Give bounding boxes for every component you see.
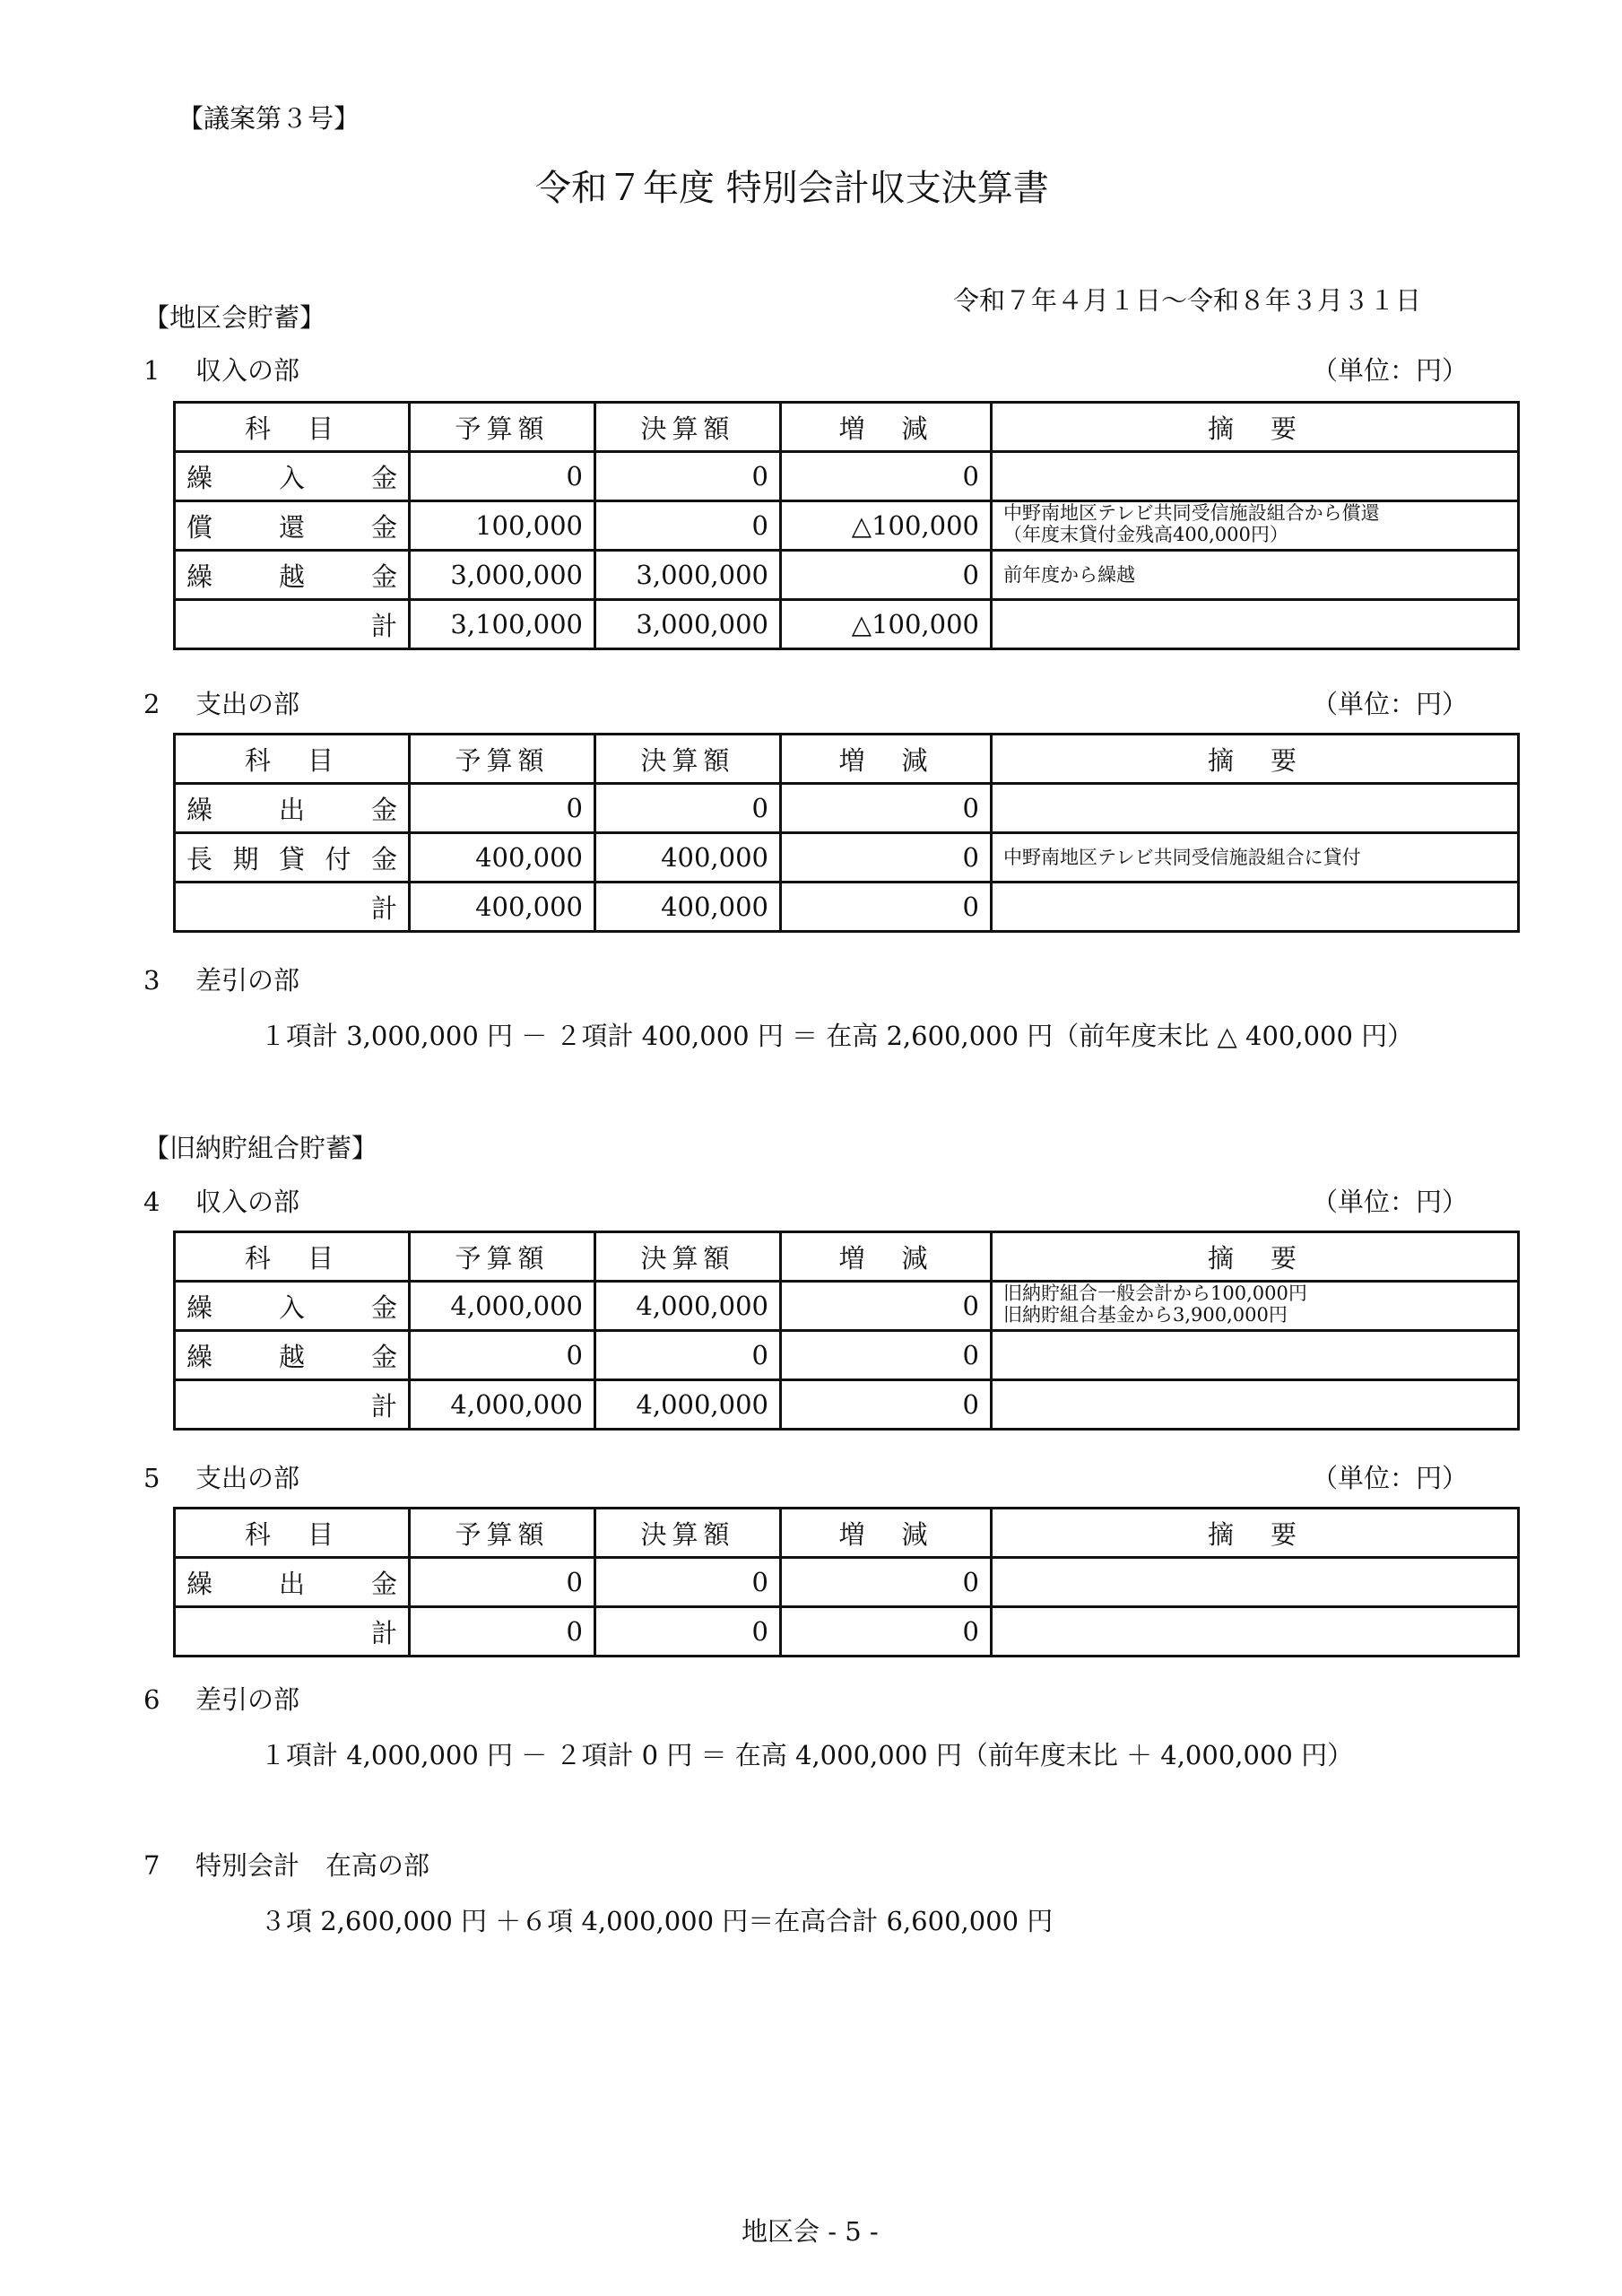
cell-note: [992, 784, 1519, 833]
section-heading-expense-5: [143, 1462, 299, 1494]
section-heading-balance-6: [143, 1683, 299, 1716]
section-number: 6: [143, 1684, 160, 1715]
cell-subject: 計: [175, 1380, 410, 1430]
group-heading: 【地区会貯蓄】: [143, 302, 326, 333]
cell-diff: 0: [781, 1558, 992, 1607]
cell-diff: 0: [781, 551, 992, 600]
cell-budget: 0: [410, 1331, 595, 1380]
cell-subject: 計: [175, 883, 410, 932]
cell-subject: 繰入金: [175, 1282, 410, 1331]
header-diff: 増 減: [781, 403, 992, 452]
cell-actual: 4,000,000: [595, 1282, 781, 1331]
fiscal-period: 令和７年４月１日～令和８年３月３１日: [953, 285, 1422, 316]
header-budget: 予算額: [410, 403, 595, 452]
table-total-row: [175, 600, 1519, 649]
cell-note: [992, 1558, 1519, 1607]
cell-diff: △100,000: [781, 600, 992, 649]
section-heading-income-4: [143, 1186, 299, 1218]
cell-subject: 繰越金: [175, 1331, 410, 1380]
cell-budget: 0: [410, 452, 595, 501]
table-row: [175, 1331, 1519, 1380]
table-total-row: [175, 883, 1519, 932]
cell-actual: 0: [595, 1558, 781, 1607]
section-heading-expense-2: [143, 688, 299, 720]
table-header-row: [175, 1509, 1519, 1558]
table-header-row: [175, 403, 1519, 452]
income-table-4: [173, 1231, 1520, 1431]
cell-note: 中野南地区テレビ共同受信施設組合から償還 （年度末貸付金残高400,000円）: [992, 501, 1519, 551]
cell-budget: 3,100,000: [410, 600, 595, 649]
section-label: 収入の部: [195, 355, 300, 386]
cell-actual: 0: [595, 1331, 781, 1380]
header-note: 摘 要: [992, 1232, 1519, 1282]
cell-actual: 0: [595, 452, 781, 501]
header-diff: 増 減: [781, 735, 992, 784]
cell-budget: 400,000: [410, 883, 595, 932]
cell-diff: 0: [781, 833, 992, 883]
header-subject: 科 目: [175, 1232, 410, 1282]
cell-note: [992, 1380, 1519, 1430]
expense-table-5: [173, 1507, 1520, 1657]
cell-subject: 計: [175, 600, 410, 649]
group-heading: 【旧納貯組合貯蓄】: [143, 1133, 378, 1163]
cell-diff: 0: [781, 1282, 992, 1331]
section-number: 4: [143, 1187, 160, 1217]
unit-label: （単位：円）: [1312, 1463, 1469, 1493]
cell-subject: 計: [175, 1607, 410, 1657]
cell-budget: 0: [410, 1558, 595, 1607]
header-diff: 増 減: [781, 1509, 992, 1558]
document-title: 令和７年度 特別会計収支決算書: [535, 168, 1049, 209]
cell-actual: 0: [595, 1607, 781, 1657]
section-number: 5: [143, 1463, 160, 1493]
cell-budget: 0: [410, 1607, 595, 1657]
header-actual: 決算額: [595, 403, 781, 452]
cell-actual: 0: [595, 784, 781, 833]
cell-budget: 0: [410, 784, 595, 833]
header-subject: 科 目: [175, 1509, 410, 1558]
cell-budget: 3,000,000: [410, 551, 595, 600]
cell-subject: 繰入金: [175, 452, 410, 501]
cell-subject: 繰越金: [175, 551, 410, 600]
cell-actual: 4,000,000: [595, 1380, 781, 1430]
section-label: 支出の部: [195, 689, 300, 719]
unit-label: （単位：円）: [1312, 689, 1469, 719]
cell-subject: 償還金: [175, 501, 410, 551]
cell-diff: 0: [781, 1331, 992, 1380]
cell-note: [992, 1331, 1519, 1380]
header-budget: 予算額: [410, 735, 595, 784]
section-heading-total-7: [143, 1849, 429, 1882]
cell-budget: 4,000,000: [410, 1282, 595, 1331]
cell-diff: 0: [781, 784, 992, 833]
table-row: [175, 784, 1519, 833]
cell-note: 旧納貯組合一般会計から100,000円 旧納貯組合基金から3,900,000円: [992, 1282, 1519, 1331]
section-number: 1: [143, 355, 160, 386]
header-note: 摘 要: [992, 403, 1519, 452]
section-label: 差引の部: [195, 1684, 300, 1715]
section-label: 差引の部: [195, 965, 300, 996]
table-row: [175, 1558, 1519, 1607]
header-budget: 予算額: [410, 1509, 595, 1558]
table-row: [175, 501, 1519, 551]
cell-diff: 0: [781, 1607, 992, 1657]
cell-diff: △100,000: [781, 501, 992, 551]
cell-budget: 100,000: [410, 501, 595, 551]
cell-subject: 繰出金: [175, 1558, 410, 1607]
section-label: 特別会計 在高の部: [195, 1850, 430, 1881]
cell-note: 前年度から繰越: [992, 551, 1519, 600]
balance-formula-6: １項計 4,000,000 円 － ２項計 0 円 ＝ 在高 4,000,000 円（前年度末比 ＋ 4,000,000 円）: [260, 1740, 1354, 1770]
table-row: [175, 452, 1519, 501]
cell-diff: 0: [781, 883, 992, 932]
cell-note: 中野南地区テレビ共同受信施設組合に貸付: [992, 833, 1519, 883]
header-budget: 予算額: [410, 1232, 595, 1282]
section-heading-balance-3: [143, 964, 299, 996]
section-number: 7: [143, 1850, 160, 1881]
section-number: 3: [143, 965, 160, 996]
cell-note: [992, 1607, 1519, 1657]
cell-actual: 400,000: [595, 833, 781, 883]
table-row: [175, 833, 1519, 883]
cell-budget: 400,000: [410, 833, 595, 883]
expense-table-2: [173, 733, 1520, 933]
income-table-1: [173, 401, 1520, 650]
header-subject: 科 目: [175, 403, 410, 452]
table-row: [175, 1282, 1519, 1331]
cell-note: [992, 452, 1519, 501]
section-number: 2: [143, 689, 160, 719]
table-total-row: [175, 1380, 1519, 1430]
header-note: 摘 要: [992, 735, 1519, 784]
section-heading-income-1: [143, 354, 299, 387]
table-header-row: [175, 735, 1519, 784]
cell-note: [992, 600, 1519, 649]
total-formula-7: ３項 2,600,000 円 ＋６項 4,000,000 円＝在高合計 6,600,000 円: [260, 1906, 1054, 1936]
header-actual: 決算額: [595, 1509, 781, 1558]
unit-label: （単位：円）: [1312, 1187, 1469, 1217]
page-footer: 地区会 - 5 -: [742, 2216, 879, 2247]
cell-note: [992, 883, 1519, 932]
section-label: 収入の部: [195, 1187, 300, 1217]
cell-diff: 0: [781, 452, 992, 501]
cell-actual: 0: [595, 501, 781, 551]
table-row: [175, 551, 1519, 600]
cell-actual: 3,000,000: [595, 600, 781, 649]
cell-budget: 4,000,000: [410, 1380, 595, 1430]
unit-label: （単位：円）: [1312, 355, 1469, 386]
cell-actual: 3,000,000: [595, 551, 781, 600]
header-diff: 増 減: [781, 1232, 992, 1282]
cell-actual: 400,000: [595, 883, 781, 932]
agenda-number: 【議案第３号】: [178, 103, 360, 134]
table-header-row: [175, 1232, 1519, 1282]
cell-diff: 0: [781, 1380, 992, 1430]
header-note: 摘 要: [992, 1509, 1519, 1558]
balance-formula-3: １項計 3,000,000 円 － ２項計 400,000 円 ＝ 在高 2,600,000 円（前年度末比 △ 400,000 円）: [260, 1021, 1414, 1051]
cell-subject: 長期貸付金: [175, 833, 410, 883]
header-subject: 科 目: [175, 735, 410, 784]
section-label: 支出の部: [195, 1463, 300, 1493]
table-total-row: [175, 1607, 1519, 1657]
header-actual: 決算額: [595, 1232, 781, 1282]
header-actual: 決算額: [595, 735, 781, 784]
cell-subject: 繰出金: [175, 784, 410, 833]
